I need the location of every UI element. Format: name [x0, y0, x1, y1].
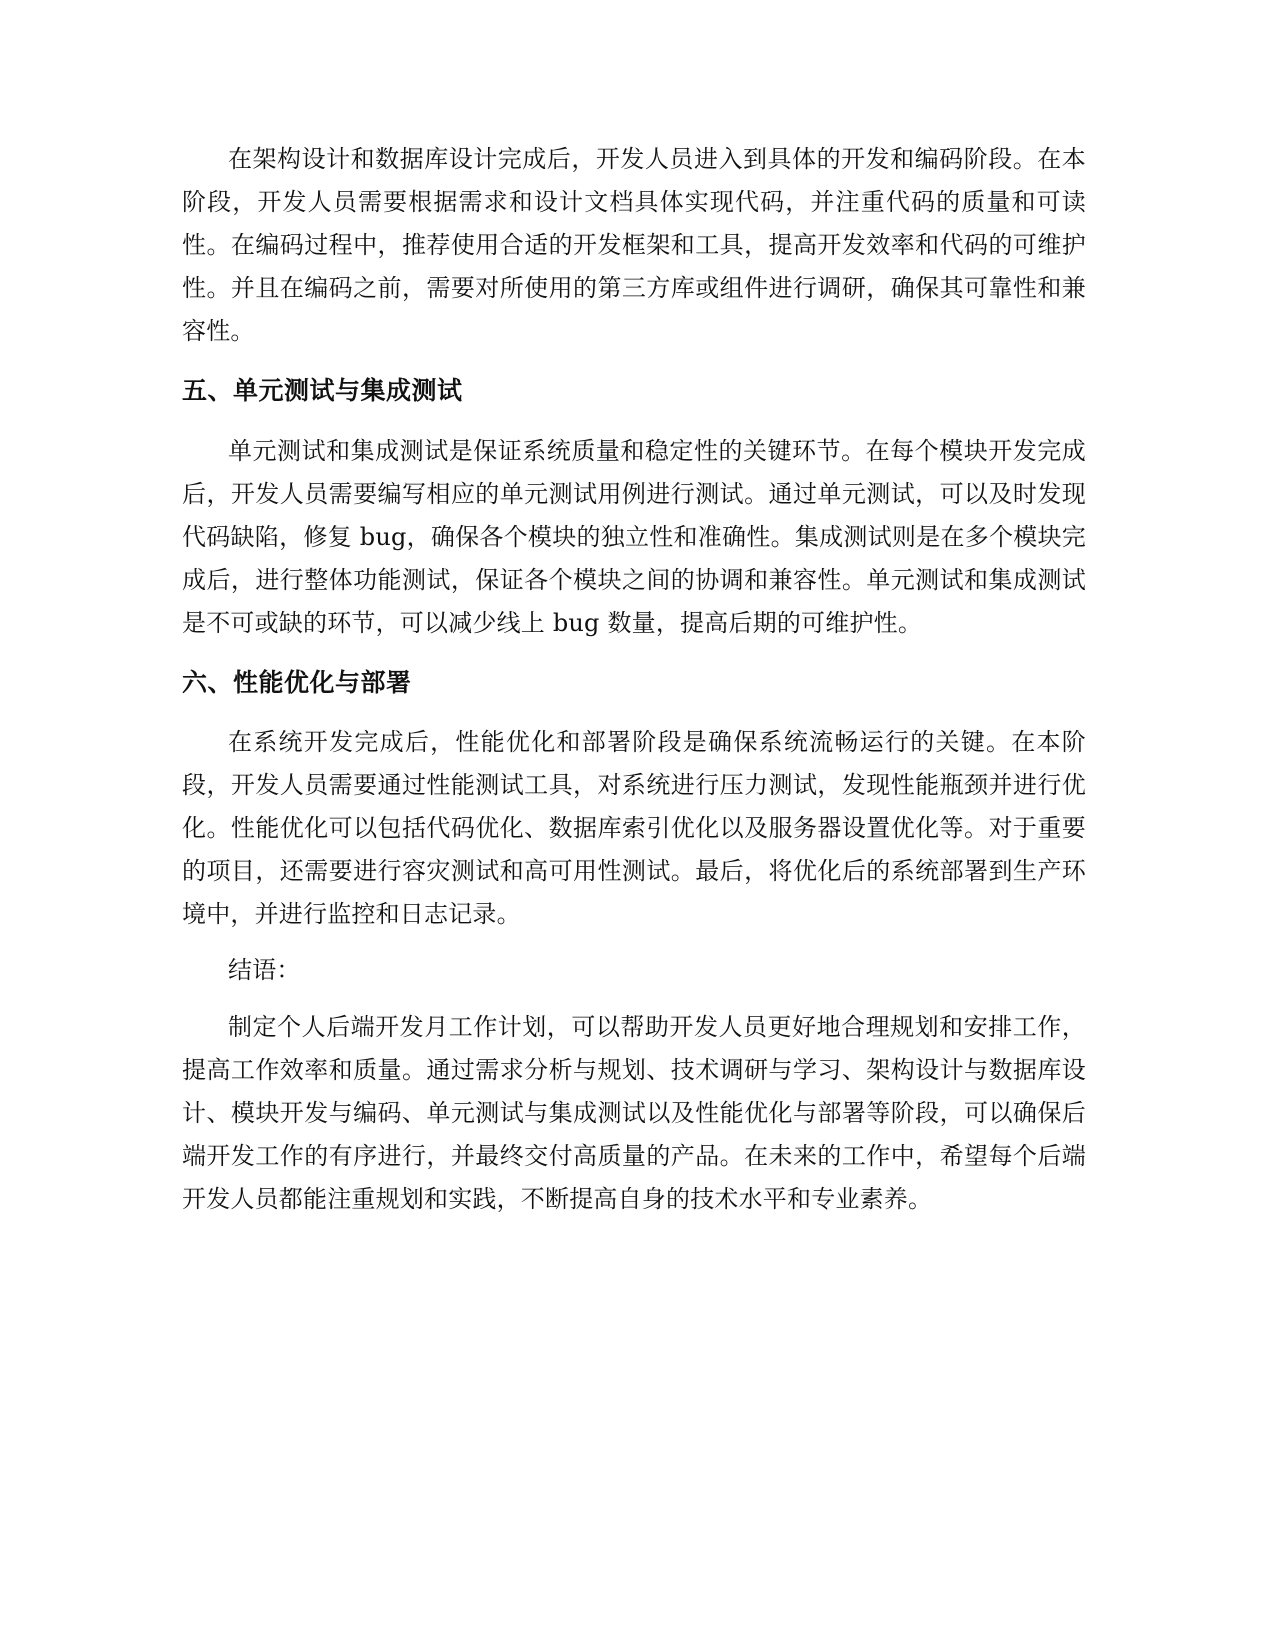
closing-label: 结语： — [228, 956, 301, 984]
section-heading-performance-deployment: 六、性能优化与部署 — [182, 668, 412, 697]
paragraph-closing: 制定个人后端开发月工作计划，可以帮助开发人员更好地合理规划和安排工作，提高工作效率和质量。通过需求分析与规划、技术调研与学习、架构设计与数据库设计、模块开发与编码、单元测试与集成测试以及性能优化与部署等阶段，可以确保后端开发工作的有序进行，并最终交付高质量的产品。在未来的工作中，希望每个后端开发人员都能注重规划和实践，不断提高自身的技术水平和专业素养。 — [182, 1013, 1086, 1213]
paragraph-performance: 在系统开发完成后，性能优化和部署阶段是确保系统流畅运行的关键。在本阶段，开发人员需要通过性能测试工具，对系统进行压力测试，发现性能瓶颈并进行优化。性能优化可以包括代码优化、数据库索引优化以及服务器设置优化等。对于重要的项目，还需要进行容灾测试和高可用性测试。最后，将优化后的系统部署到生产环境中，并进行监控和日志记录。 — [182, 728, 1086, 928]
document-page — [182, 138, 1086, 1221]
paragraph-module-coding: 在架构设计和数据库设计完成后，开发人员进入到具体的开发和编码阶段。在本阶段，开发人员需要根据需求和设计文档具体实现代码，并注重代码的质量和可读性。在编码过程中，推荐使用合适的开发框架和工具，提高开发效率和代码的可维护性。并且在编码之前，需要对所使用的第三方库或组件进行调研，确保其可靠性和兼容性。 — [182, 145, 1086, 345]
paragraph-testing: 单元测试和集成测试是保证系统质量和稳定性的关键环节。在每个模块开发完成后，开发人员需要编写相应的单元测试用例进行测试。通过单元测试，可以及时发现代码缺陷，修复 bug，确保各个模块的独立性和准确性。集成测试则是在多个模块完成后，进行整体功能测试，保证各个模块之间的协调和兼容性。单元测试和集成测试是不可或缺的环节，可以减少线上 bug 数量，提高后期的可维护性。 — [182, 437, 1086, 637]
section-heading-unit-integration-testing: 五、单元测试与集成测试 — [182, 376, 463, 405]
